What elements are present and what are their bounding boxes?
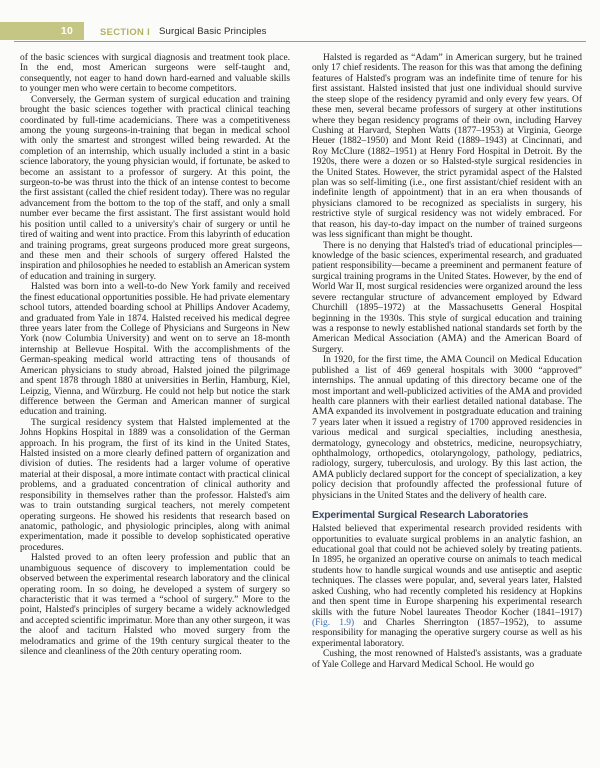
- page-number: 10: [60, 25, 73, 37]
- folio-block: [0, 22, 84, 40]
- paragraph: In 1920, for the first time, the AMA Council on Medical Education published a list of 469 general hospitals with 3000 “approved” internships. The annual updating of this directory became one of the most important and well-publicized activities of the AMA and provided health care planners with their earliest detailed national database. The AMA expanded its involvement in postgraduate education and training 7 years later when it issued a registry of 1700 approved residencies in various medical and surgical specialties, including anesthesia, dermatology, gynecology and obstetrics, medicine, neuropsychiatry, ophthalmology, orthopedics, otolaryngology, pathology, pediatrics, radiology, surgery, tuberculosis, and urology. By this last action, the AMA publicly declared support for the concept of specialization, a key policy decision that profoundly affected the professional future of physicians in the United States and the delivery of health care.: [312, 355, 582, 501]
- paragraph: Cushing, the most renowned of Halsted's assistants, was a graduate of Yale College and Harvard Medical School. He would go: [312, 649, 582, 670]
- section-label: SECTION I: [100, 25, 151, 37]
- running-head: [0, 22, 600, 40]
- paragraph-with-figure-reference: [312, 524, 582, 649]
- section-title: Surgical Basic Principles: [159, 25, 267, 37]
- paragraph-text-part2: and Charles Sherrington (1857–1952), to assume responsibility for managing the operative surgery course as well as his experimental laboratory.: [312, 617, 582, 649]
- paragraph: There is no denying that Halsted's triad of educational principles—knowledge of the basic sciences, experimental research, and graduated patient responsibility—became a preeminent and permanent feature of surgical training programs in the United States. However, by the end of World War II, most surgical residencies were organized around the less severe rectangular structure of advancement employed by Edward Churchill (1895–1972) at the Massachusetts General Hospital beginning in the 1930s. This style of surgical education and training was a response to newly established national standards set forth by the American Medical Association (AMA) and the American Board of Surgery.: [312, 240, 582, 355]
- right-column: [312, 53, 582, 753]
- paragraph: Conversely, the German system of surgical education and training brought the basic sciences together with practical clinical teaching coordinated by full-time academicians. There was a competitiveness among the young surgeons-in-training that began in medical school with only the smartest and strongest willed being rewarded. At the completion of an internship, which usually included a stint in a basic science laboratory, the young physician would, if fortunate, be asked to become an assistant to a professor of surgery. At this point, the surgeon-to-be was thrust into the thick of an intense contest to become the first assistant (called the chief resident today). There was no regular advancement from the bottom to the top of the staff, and only a small number ever became the first assistant. The first assistant would hold his position until called to a university's chair of surgery or until he tired of waiting and went into practice. From this labyrinth of education and training programs, great surgeons produced more great surgeons, and these men and their schools of surgery offered Halsted the inspiration and philosophies he needed to establish an American system of education and training in surgery.: [20, 94, 290, 282]
- header-rule: [14, 41, 586, 42]
- paragraph: Halsted is regarded as “Adam” in American surgery, but he trained only 17 chief residents. The reason for this was that among the defining features of Halsted's program was an indefinite time of tenure for his first assistant. Halsted insisted that just one individual should survive the steep slope of the residency pyramid and only every few years. Of these men, several became professors of surgery at other institutions where they began residency programs of their own, including Harvey Cushing at Harvard, Stephen Watts (1877–1953) at Virginia, George Heuer (1882–1950) and Mont Reid (1889–1943) at Cincinnati, and Roy McClure (1882–1951) at Henry Ford Hospital in Detroit. By the 1920s, there were a dozen or so Halsted-style surgical residencies in the United States. However, the strict pyramidal aspect of the Halsted plan was so self-limiting (i.e., one first assistant/chief resident with an indefinite length of appointment) that in an era when thousands of physicians clamored to be recognized as specialists in surgery, his restrictive style of surgical residency was not widely embraced. For that reason, his day-to-day impact on the number of trained surgeons was less significant than might be thought.: [312, 53, 582, 241]
- paragraph-text-part1: Halsted believed that experimental research provided residents with opportunities to evaluate surgical problems in an analytic fashion, an educational goal that could not be achieved solely by treating patients. In 1895, he organized an operative course on animals to teach medical students how to handle surgical wounds and use antiseptic and aseptic techniques. The classes were popular, and, several years later, Halsted asked Cushing, who had recently completed his residency at Hopkins and then spent time in Europe sharpening his experimental research skills with the future Nobel laureates Theodor Kocher (1841–1917): [312, 524, 582, 618]
- paragraph: The surgical residency system that Halsted implemented at the Johns Hopkins Hospital in 1889 was a consolidation of the German approach. In his program, the first of its kind in the United States, Halsted insisted on a more clearly defined pattern of organization and division of duties. The residents had a larger volume of operative material at their disposal, a more intimate contact with practical clinical problems, and a graduated concentration of clinical authority and responsibility in themselves rather than the professor. Halsted's aim was to train outstanding surgical teachers, not merely competent operating surgeons. He showed his residents that research based on anatomic, pathologic, and physiologic principles, along with animal experimentation, made it possible to develop sophisticated operative procedures.: [20, 417, 290, 553]
- paragraph: of the basic sciences with surgical diagnosis and treatment took place. In the end, most American surgeons were self-taught and, consequently, not eager to hand down hard-earned and valuable skills to younger men who were certain to become competitors.: [20, 53, 290, 95]
- left-column: [20, 53, 290, 753]
- running-head-text: [84, 22, 600, 40]
- paragraph: Halsted was born into a well-to-do New York family and received the finest educational opportunities possible. He had private elementary school tutors, attended boarding school at Phillips Andover Academy, and graduated from Yale in 1874. Halsted received his medical degree three years later from the College of Physicians and Surgeons in New York (now Columbia University) and went on to serve an 18-month internship at Bellevue Hospital. With the accomplishments of the German-speaking medical world attracting tens of thousands of American physicians to study abroad, Halsted joined the pilgrimage and spent 1878 through 1880 at universities in Berlin, Hamburg, Kiel, Leipzig, Vienna, and Würzburg. He could not help but notice the stark difference between the German and American manner of surgical education and training.: [20, 282, 290, 418]
- paragraph: Halsted proved to an often leery profession and public that an unambiguous sequence of discovery to implementation could be observed between the experimental research laboratory and the clinical operating room. In so doing, he developed a system of surgery so characteristic that it was termed a “school of surgery.” More to the point, Halsted's principles of surgery became a widely acknowledged and accepted scientific imprimatur. More than any other surgeon, it was the aloof and taciturn Halsted who moved surgery from the melodramatics and grime of the 19th century surgical theater to the silence and cleanliness of the 20th century operating room.: [20, 553, 290, 658]
- figure-reference-link[interactable]: (Fig. 1.9): [312, 617, 355, 628]
- section-subheading: Experimental Surgical Research Laboratories: [312, 510, 529, 522]
- body-columns: [20, 53, 582, 753]
